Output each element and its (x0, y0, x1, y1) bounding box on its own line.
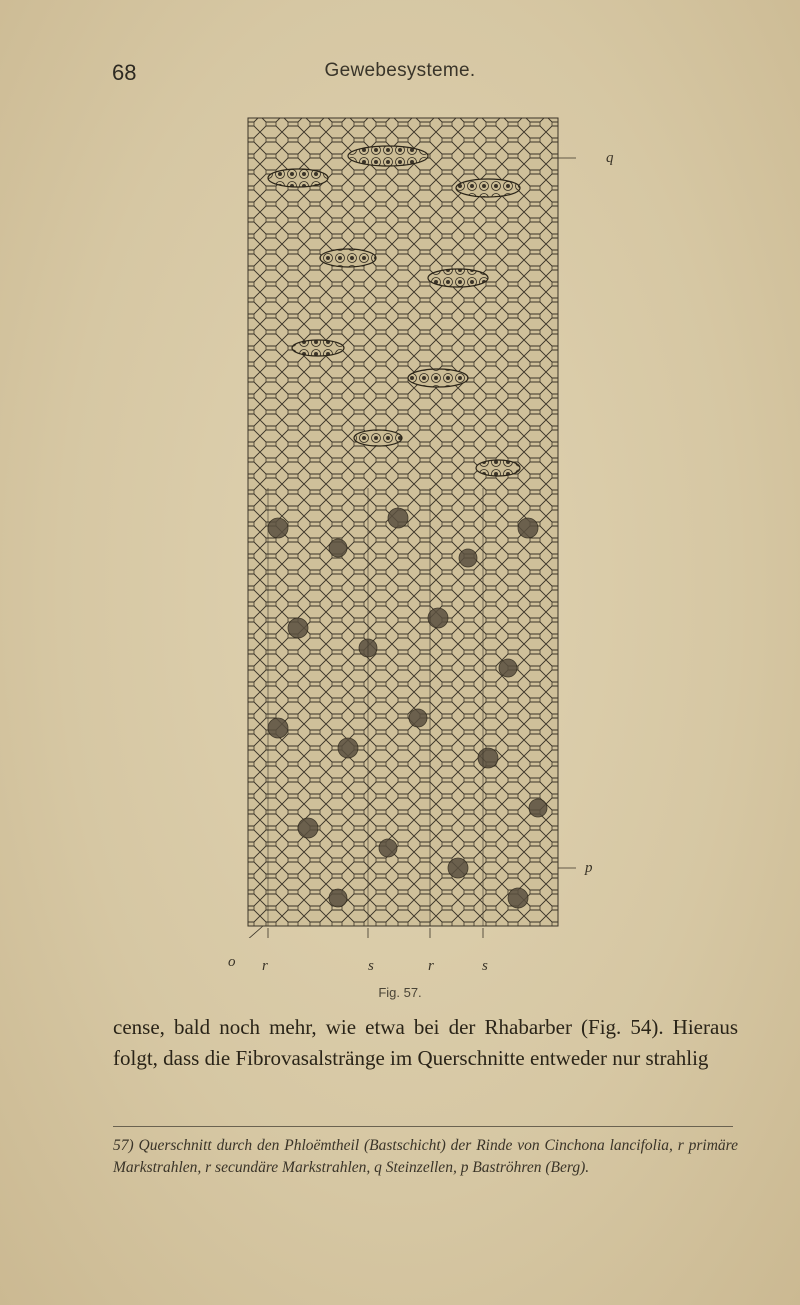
label-q: q (606, 150, 614, 166)
running-title: Gewebesysteme. (324, 60, 476, 81)
figure-caption: Fig. 57. (378, 985, 422, 1000)
label-p: p (585, 860, 593, 876)
label-s-right: s (482, 958, 488, 974)
phloem-cross-section-illustration (238, 108, 576, 938)
page-number: 68 (112, 60, 137, 85)
label-s-left: s (368, 958, 374, 974)
label-r-primary: r (262, 958, 268, 974)
body-paragraph: cense, bald noch mehr, wie etwa bei der Rhabarber (Fig. 54). Hieraus folgt, dass die Fibrovasalstränge im Querschnitte entweder nur strahlig (113, 1015, 738, 1070)
label-r-secondary: r (428, 958, 434, 974)
footnote: 57) Querschnitt durch den Phloëmtheil (Bastschicht) der Rinde von Cinchona lancifolia, r primäre Markstrahlen, r secundäre Markstrahlen, q Steinzellen, p Baströhren (Berg). (113, 1137, 738, 1176)
label-o: o (228, 954, 236, 970)
footnote-divider (113, 1126, 733, 1127)
